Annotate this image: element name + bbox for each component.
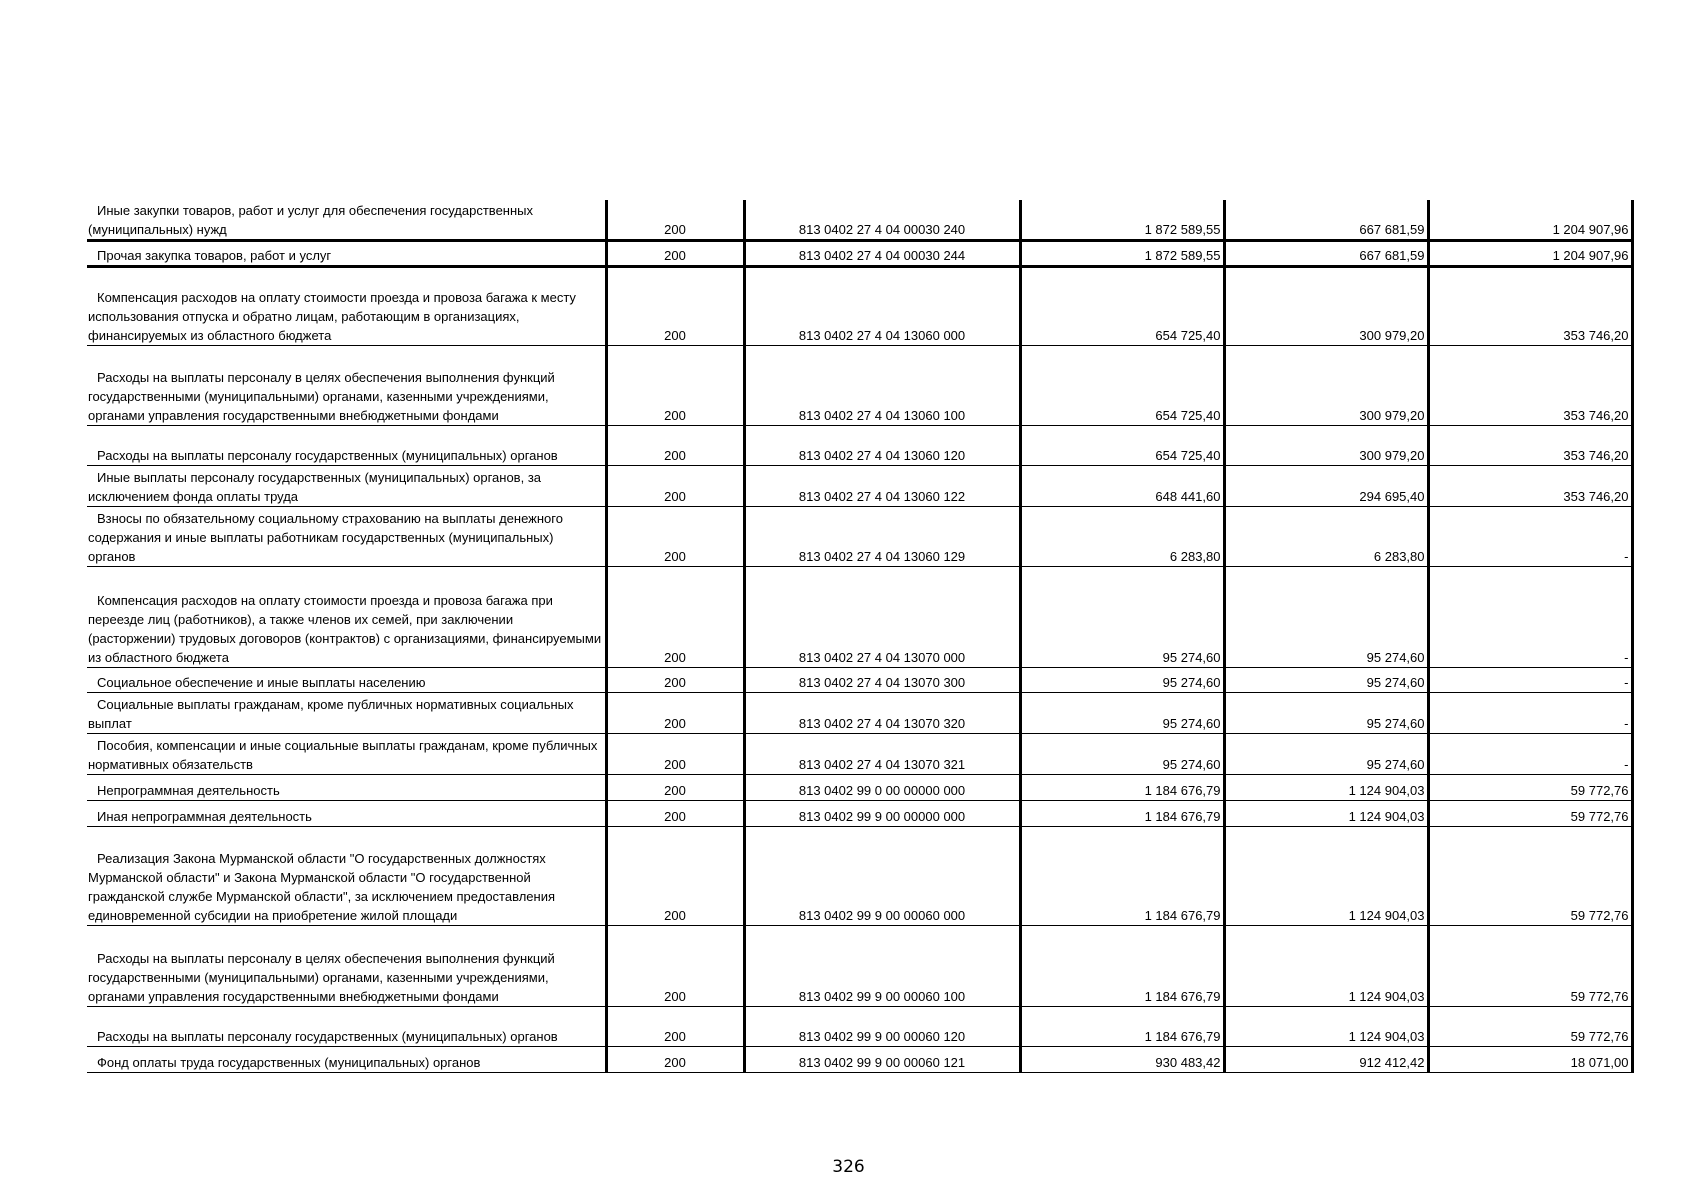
- row-value-2-cell: 6 283,80: [1224, 506, 1428, 566]
- row-name-cell: Иные выплаты персоналу государственных (муниципальных) органов, за исключением фонда оплаты труда: [87, 465, 606, 506]
- row-kbk-cell: 813 0402 27 4 04 13060 000: [744, 266, 1020, 345]
- row-kbk-cell: 813 0402 27 4 04 13060 100: [744, 345, 1020, 425]
- row-kbk-cell: 813 0402 99 9 00 00060 100: [744, 925, 1020, 1006]
- row-value-1-cell: 654 725,40: [1020, 345, 1224, 425]
- row-value-2-cell: 300 979,20: [1224, 266, 1428, 345]
- row-code-cell: 200: [606, 425, 744, 465]
- row-value-3-cell: -: [1428, 667, 1632, 692]
- row-name-cell: Фонд оплаты труда государственных (муниципальных) органов: [87, 1046, 606, 1072]
- row-kbk-cell: 813 0402 27 4 04 00030 244: [744, 240, 1020, 266]
- table-row: [87, 266, 1632, 345]
- table-row: [87, 506, 1632, 566]
- row-value-1-cell: 1 184 676,79: [1020, 774, 1224, 800]
- row-value-2-cell: 95 274,60: [1224, 667, 1428, 692]
- row-value-3-cell: -: [1428, 692, 1632, 733]
- row-value-2-cell: 667 681,59: [1224, 200, 1428, 240]
- row-value-3-cell: 353 746,20: [1428, 345, 1632, 425]
- row-code-cell: 200: [606, 1046, 744, 1072]
- row-code-cell: 200: [606, 1006, 744, 1046]
- row-code-cell: 200: [606, 465, 744, 506]
- row-value-1-cell: 1 184 676,79: [1020, 1006, 1224, 1046]
- row-name-cell: Компенсация расходов на оплату стоимости проезда и провоза багажа к месту использования отпуска и обратно лицам, работающим в организациях, финансируемых из областного бюджета: [87, 266, 606, 345]
- row-value-2-cell: 667 681,59: [1224, 240, 1428, 266]
- row-value-2-cell: 912 412,42: [1224, 1046, 1428, 1072]
- row-name-cell: Расходы на выплаты персоналу государственных (муниципальных) органов: [87, 425, 606, 465]
- row-value-1-cell: 1 872 589,55: [1020, 200, 1224, 240]
- row-name-cell: Иные закупки товаров, работ и услуг для обеспечения государственных (муниципальных) нужд: [87, 200, 606, 240]
- row-value-1-cell: 95 274,60: [1020, 667, 1224, 692]
- row-value-1-cell: 1 184 676,79: [1020, 826, 1224, 925]
- table-row: [87, 826, 1632, 925]
- row-name-cell: Иная непрограммная деятельность: [87, 800, 606, 826]
- row-code-cell: 200: [606, 345, 744, 425]
- row-value-3-cell: 18 071,00: [1428, 1046, 1632, 1072]
- row-code-cell: 200: [606, 826, 744, 925]
- row-value-3-cell: 353 746,20: [1428, 465, 1632, 506]
- row-value-1-cell: 95 274,60: [1020, 692, 1224, 733]
- row-value-3-cell: 353 746,20: [1428, 266, 1632, 345]
- row-value-3-cell: 1 204 907,96: [1428, 240, 1632, 266]
- row-kbk-cell: 813 0402 27 4 04 13060 129: [744, 506, 1020, 566]
- row-code-cell: 200: [606, 566, 744, 667]
- row-value-1-cell: 654 725,40: [1020, 425, 1224, 465]
- budget-table: [87, 200, 1634, 1073]
- row-value-2-cell: 95 274,60: [1224, 692, 1428, 733]
- row-value-2-cell: 300 979,20: [1224, 425, 1428, 465]
- table-row: [87, 566, 1632, 667]
- row-code-cell: 200: [606, 506, 744, 566]
- row-value-1-cell: 95 274,60: [1020, 566, 1224, 667]
- row-name-cell: Социальные выплаты гражданам, кроме публичных нормативных социальных выплат: [87, 692, 606, 733]
- row-name-cell: Расходы на выплаты персоналу государственных (муниципальных) органов: [87, 1006, 606, 1046]
- page-number: 326: [832, 1157, 865, 1177]
- row-value-1-cell: 1 872 589,55: [1020, 240, 1224, 266]
- row-kbk-cell: 813 0402 99 9 00 00060 120: [744, 1006, 1020, 1046]
- table-row: [87, 465, 1632, 506]
- table-row: [87, 345, 1632, 425]
- row-value-2-cell: 294 695,40: [1224, 465, 1428, 506]
- row-value-3-cell: 59 772,76: [1428, 925, 1632, 1006]
- row-value-3-cell: 59 772,76: [1428, 774, 1632, 800]
- row-code-cell: 200: [606, 925, 744, 1006]
- row-code-cell: 200: [606, 774, 744, 800]
- row-kbk-cell: 813 0402 27 4 04 13070 300: [744, 667, 1020, 692]
- row-value-1-cell: 648 441,60: [1020, 465, 1224, 506]
- table-row: [87, 733, 1632, 774]
- row-code-cell: 200: [606, 692, 744, 733]
- row-name-cell: Расходы на выплаты персоналу в целях обеспечения выполнения функций государственными (муниципальными) органами, казенными учреждениями, органами управления государственными внебюджетными фондами: [87, 345, 606, 425]
- row-value-2-cell: 95 274,60: [1224, 733, 1428, 774]
- row-value-2-cell: 300 979,20: [1224, 345, 1428, 425]
- row-name-cell: Реализация Закона Мурманской области "О государственных должностях Мурманской области" и Закона Мурманской области "О государственной гражданской службе Мурманской области", за исключением предоставления единовременной субсидии на приобретение жилой площади: [87, 826, 606, 925]
- row-code-cell: 200: [606, 733, 744, 774]
- table-row: [87, 774, 1632, 800]
- row-name-cell: Компенсация расходов на оплату стоимости проезда и провоза багажа при переезде лиц (работников), а также членов их семей, при заключении (расторжении) трудовых договоров (контрактов) с организациями, финансируемыми из областного бюджета: [87, 566, 606, 667]
- row-value-3-cell: 59 772,76: [1428, 800, 1632, 826]
- row-value-1-cell: 6 283,80: [1020, 506, 1224, 566]
- row-name-cell: Расходы на выплаты персоналу в целях обеспечения выполнения функций государственными (муниципальными) органами, казенными учреждениями, органами управления государственными внебюджетными фондами: [87, 925, 606, 1006]
- row-value-1-cell: 1 184 676,79: [1020, 925, 1224, 1006]
- row-value-3-cell: 59 772,76: [1428, 826, 1632, 925]
- row-value-2-cell: 1 124 904,03: [1224, 925, 1428, 1006]
- row-kbk-cell: 813 0402 99 9 00 00000 000: [744, 800, 1020, 826]
- row-value-1-cell: 930 483,42: [1020, 1046, 1224, 1072]
- row-value-1-cell: 95 274,60: [1020, 733, 1224, 774]
- table-row: [87, 692, 1632, 733]
- row-value-2-cell: 1 124 904,03: [1224, 1006, 1428, 1046]
- row-code-cell: 200: [606, 200, 744, 240]
- row-value-3-cell: -: [1428, 506, 1632, 566]
- row-value-2-cell: 1 124 904,03: [1224, 800, 1428, 826]
- row-code-cell: 200: [606, 800, 744, 826]
- row-code-cell: 200: [606, 266, 744, 345]
- row-kbk-cell: 813 0402 27 4 04 00030 240: [744, 200, 1020, 240]
- row-kbk-cell: 813 0402 27 4 04 13070 000: [744, 566, 1020, 667]
- row-value-1-cell: 654 725,40: [1020, 266, 1224, 345]
- row-value-3-cell: 353 746,20: [1428, 425, 1632, 465]
- row-name-cell: Взносы по обязательному социальному страхованию на выплаты денежного содержания и иные выплаты работникам государственных (муниципальных) органов: [87, 506, 606, 566]
- row-code-cell: 200: [606, 240, 744, 266]
- row-value-2-cell: 95 274,60: [1224, 566, 1428, 667]
- table-row: [87, 925, 1632, 1006]
- row-kbk-cell: 813 0402 27 4 04 13060 122: [744, 465, 1020, 506]
- row-name-cell: Прочая закупка товаров, работ и услуг: [87, 240, 606, 266]
- budget-table-body: [87, 200, 1632, 1072]
- table-row: [87, 240, 1632, 266]
- table-row: [87, 800, 1632, 826]
- row-value-3-cell: 59 772,76: [1428, 1006, 1632, 1046]
- row-kbk-cell: 813 0402 27 4 04 13060 120: [744, 425, 1020, 465]
- row-value-3-cell: -: [1428, 733, 1632, 774]
- row-kbk-cell: 813 0402 99 9 00 00060 121: [744, 1046, 1020, 1072]
- row-kbk-cell: 813 0402 99 0 00 00000 000: [744, 774, 1020, 800]
- row-name-cell: Пособия, компенсации и иные социальные выплаты гражданам, кроме публичных нормативных обязательств: [87, 733, 606, 774]
- row-value-2-cell: 1 124 904,03: [1224, 826, 1428, 925]
- row-name-cell: Непрограммная деятельность: [87, 774, 606, 800]
- table-row: [87, 425, 1632, 465]
- row-kbk-cell: 813 0402 27 4 04 13070 321: [744, 733, 1020, 774]
- row-value-3-cell: -: [1428, 566, 1632, 667]
- table-row: [87, 200, 1632, 240]
- row-kbk-cell: 813 0402 27 4 04 13070 320: [744, 692, 1020, 733]
- row-value-3-cell: 1 204 907,96: [1428, 200, 1632, 240]
- table-row: [87, 667, 1632, 692]
- table-row: [87, 1006, 1632, 1046]
- table-row: [87, 1046, 1632, 1072]
- row-kbk-cell: 813 0402 99 9 00 00060 000: [744, 826, 1020, 925]
- row-value-1-cell: 1 184 676,79: [1020, 800, 1224, 826]
- row-name-cell: Социальное обеспечение и иные выплаты населению: [87, 667, 606, 692]
- row-code-cell: 200: [606, 667, 744, 692]
- row-value-2-cell: 1 124 904,03: [1224, 774, 1428, 800]
